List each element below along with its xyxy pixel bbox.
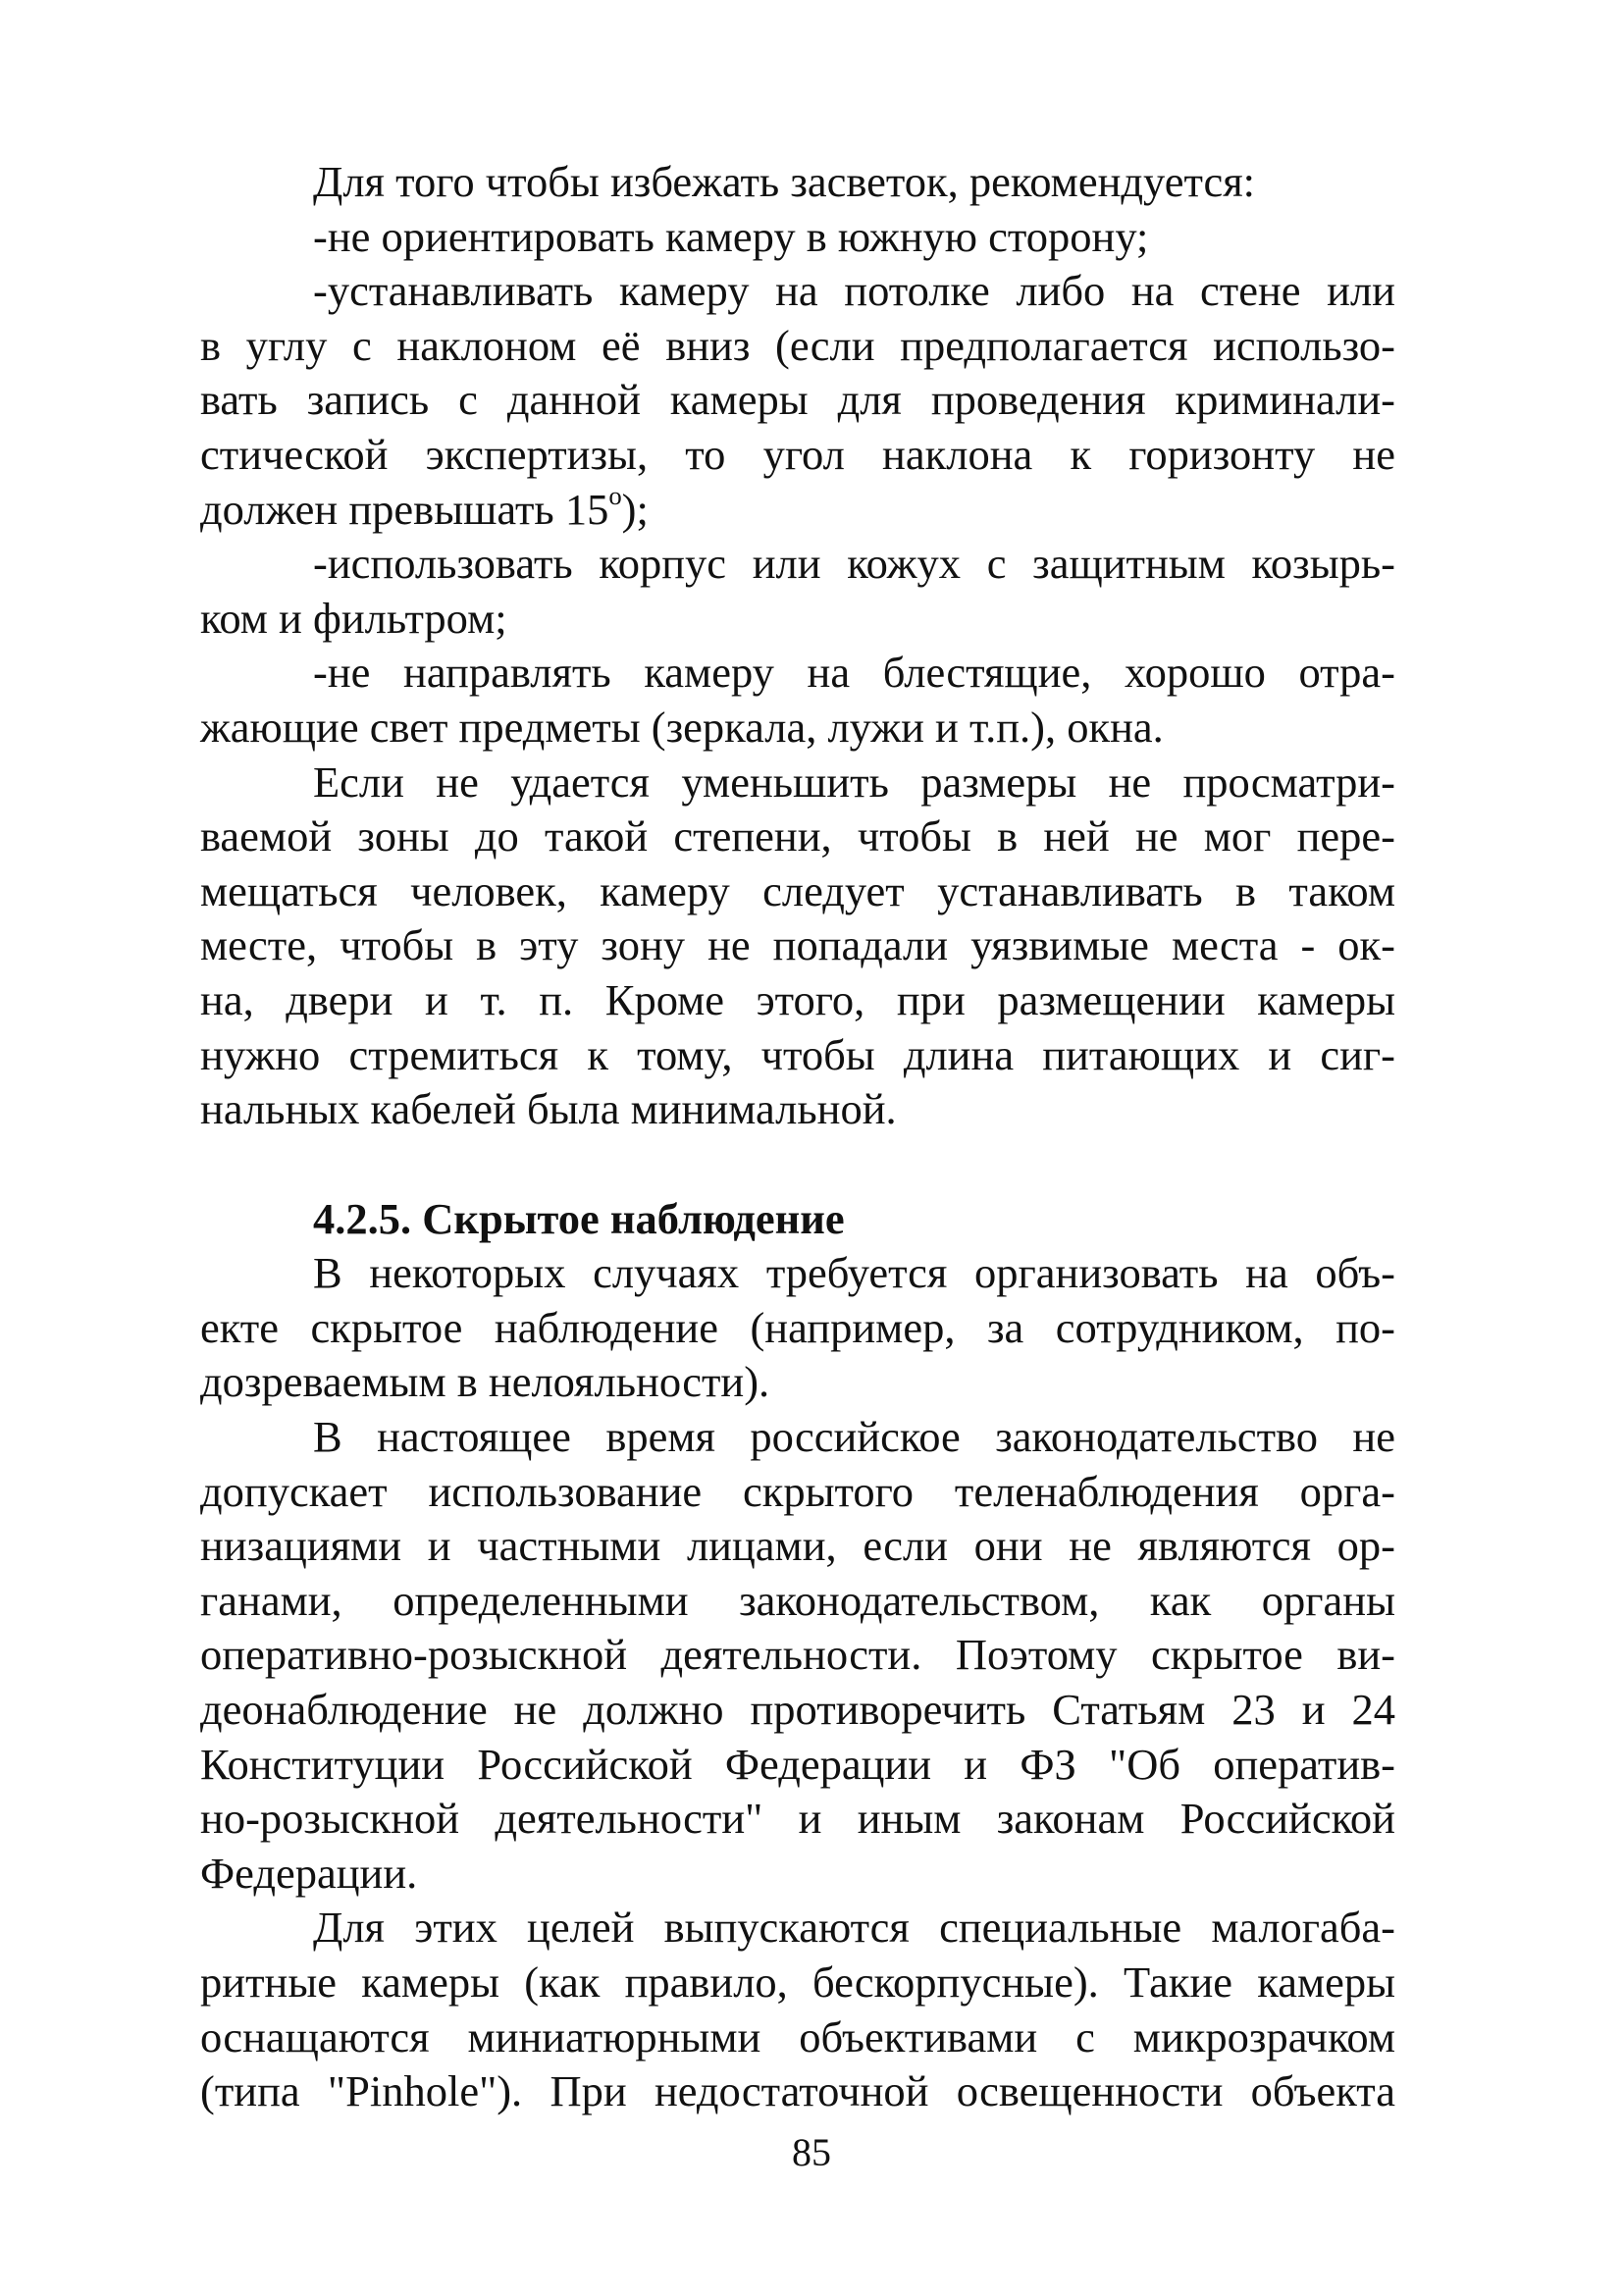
paragraph-line: на, двери и т. п. Кроме этого, при размещении камеры [200,974,1395,1024]
paragraph-line: деонаблюдение не должно противоречить Статьям 23 и 24 [200,1685,1395,1735]
degree-mark: о [608,480,622,510]
paragraph-line: екте скрытое наблюдение (например, за сотрудником, по- [200,1302,1395,1352]
list-item-line: -не направлять камеру на блестящие, хорошо отра- [313,648,1395,698]
paragraph-line: нальных кабелей была минимальной. [200,1084,897,1134]
list-item-line: вать запись с данной камеры для проведения криминали- [200,375,1395,425]
paragraph-line: Если не удается уменьшить размеры не просматри- [313,757,1395,807]
page-body-text [200,155,1395,2119]
section-spacer [200,1137,1395,1192]
paragraph-line: допускает использование скрытого теленаблюдения орга- [200,1466,1395,1516]
list-item-line [200,480,1395,538]
section-heading: 4.2.5. Скрытое наблюдение [313,1193,845,1243]
list-item-line: -не ориентировать камеру в южную сторону; [313,211,1149,261]
paragraph-line: дозреваемым в нелояльности). [200,1357,770,1407]
paragraph-line: мещаться человек, камеру следует устанавливать в таком [200,865,1395,915]
paragraph-line: нужно стремиться к тому, чтобы длина питающих и сиг- [200,1029,1395,1079]
page-number: 85 [792,2130,831,2174]
paragraph-line: Для того чтобы избежать засветок, рекомендуется: [313,157,1256,206]
paragraph-line: Федерации. [200,1848,418,1898]
list-item-line: -использовать корпус или кожух с защитным козырь- [313,539,1395,589]
paragraph-line: Конституции Российской Федерации и ФЗ "Об оператив- [200,1739,1395,1789]
paragraph-line: оперативно-розыскной деятельности. Поэтому скрытое ви- [200,1630,1395,1680]
list-item-text: должен превышать 15 [200,484,609,534]
list-item-line: в углу с наклоном её вниз (если предполагается использо- [200,320,1395,370]
paragraph-line: В некоторых случаях требуется организовать на объ- [313,1248,1395,1298]
paragraph-line: ганами, определенными законодательством, как органы [200,1575,1395,1625]
paragraph-line: В настоящее время российское законодательство не [313,1412,1395,1462]
list-item-line: стической экспертизы, то угол наклона к горизонту не [200,429,1395,479]
paragraph-line: (типа "Pinhole"). При недостаточной освещенности объекта [200,2066,1395,2116]
list-item-line: ком и фильтром; [200,593,507,643]
paragraph-line: Для этих целей выпускаются специальные малогаба- [313,1903,1395,1953]
paragraph-line: оснащаются миниатюрными объективами с микрозрачком [200,2011,1395,2061]
paragraph-line: ритные камеры (как правило, бескорпусные). Такие камеры [200,1957,1395,2007]
paragraph-line: месте, чтобы в эту зону не попадали уязвимые места - ок- [200,920,1395,970]
paragraph-line: ваемой зоны до такой степени, чтобы в ней не мог пере- [200,811,1395,861]
list-item-line: жающие свет предметы (зеркала, лужи и т.п.), окна. [200,702,1164,752]
paragraph-line: низациями и частными лицами, если они не являются ор- [200,1521,1395,1571]
list-item-line: -устанавливать камеру на потолке либо на стене или [313,266,1395,316]
list-item-text: ); [621,484,649,534]
paragraph-line: но-розыскной деятельности" и иным законам Российской [200,1794,1395,1844]
